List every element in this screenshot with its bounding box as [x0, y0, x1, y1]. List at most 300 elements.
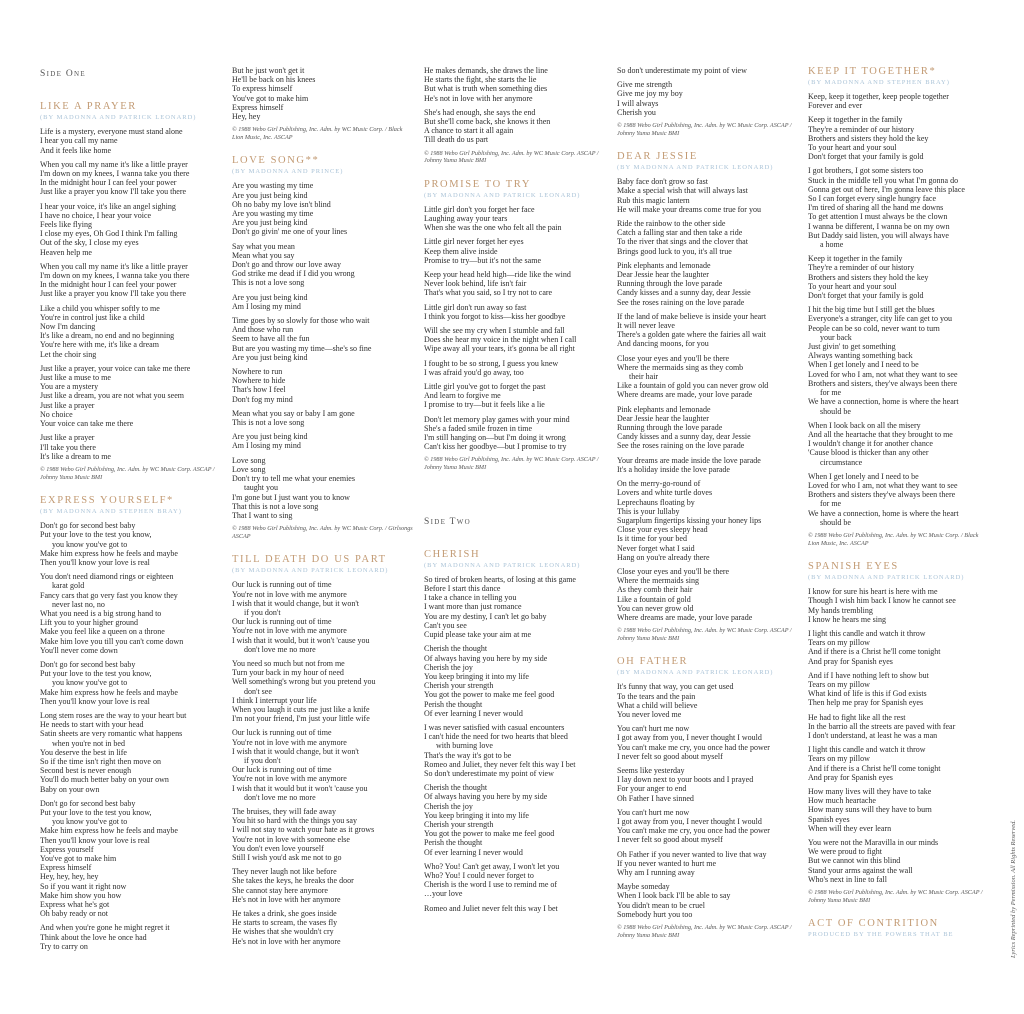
- song-continuation: [232, 66, 414, 141]
- lyric-line: And it feels like home: [40, 145, 112, 155]
- stanza: [617, 354, 799, 400]
- lyric-line: Make you feel like a queen on a throne: [40, 627, 165, 637]
- lyric-line: God strike me dead if I did you wrong: [232, 269, 355, 279]
- lyric-line: Are you just being kind: [232, 190, 308, 200]
- stanza: [232, 181, 414, 236]
- lyric-line: To your heart and your soul: [808, 143, 897, 153]
- lyric-line: Make him show you how: [40, 890, 122, 900]
- lyric-line: To your heart and your soul: [808, 281, 897, 291]
- lyric-column: [617, 66, 799, 953]
- lyric-line: Let the choir sing: [40, 349, 97, 359]
- lyric-line: You got the power to make me feel good: [424, 690, 555, 700]
- lyric-line: Spanish eyes: [808, 814, 850, 824]
- stanza: [424, 303, 606, 321]
- lyric-line: Of always having you here by my side: [424, 792, 548, 802]
- copyright-note: © 1988 Webo Girl Publishing, Inc. Adm. by WC Music Corp. / Black Lion Music, Inc. ASCAP: [808, 531, 979, 547]
- song-credit: (BY MADONNA AND STEPHEN BRAY): [40, 508, 182, 516]
- lyric-line: Forever and ever: [808, 101, 863, 111]
- lyric-line: Perish the thought: [424, 838, 483, 848]
- lyric-line: Are you just being kind: [232, 218, 308, 228]
- lyric-line: You're in control just like a child: [40, 312, 145, 322]
- lyric-line: Well something's wrong but you pretend you: [232, 677, 376, 687]
- lyric-line: I wish that it would change, but it won't: [232, 598, 359, 608]
- lyric-line: I think I interrupt your life: [232, 695, 317, 705]
- lyric-line: How many lives will they have to take: [808, 786, 932, 796]
- lyric-line: Are you just being kind: [232, 432, 308, 442]
- stanza: [617, 724, 799, 761]
- lyric-line: And pray for Spanish eyes: [808, 772, 893, 782]
- lyric-line: In the midnight hour I can feel your power: [40, 280, 177, 290]
- lyric-line: Baby face don't grow so fast: [617, 177, 708, 187]
- lyric-line: That's the way it's got to be: [424, 750, 512, 760]
- lyric-line: When you laugh it cuts me just like a knife: [232, 704, 370, 714]
- lyric-line: We have a connection, home is where the heart: [808, 508, 959, 518]
- lyric-line: Then help me pray for Spanish eyes: [808, 698, 924, 708]
- lyric-line: You'll never come down: [40, 645, 118, 655]
- lyric-line: Promise to try—but it's not the same: [424, 255, 541, 265]
- stanza: [808, 166, 990, 249]
- lyric-line: Make him express how he feels and maybe: [40, 548, 178, 558]
- lyric-line: To get attention I must always be the clown: [808, 212, 948, 222]
- lyric-line: Try to carry on: [40, 941, 88, 951]
- lyric-line: karat gold: [52, 581, 85, 591]
- lyric-line: Love song: [232, 464, 266, 474]
- lyric-line: He starts to scream, the vases fly: [232, 918, 338, 928]
- lyric-line: We have a connection, home is where the heart: [808, 397, 959, 407]
- stanza: [617, 177, 799, 214]
- lyric-line: Express himself: [40, 863, 92, 873]
- lyric-line: Little girl don't run away so fast: [424, 302, 527, 312]
- lyric-line: Pink elephants and lemonade: [617, 260, 711, 270]
- lyric-line: So don't underestimate my point of view: [424, 768, 554, 778]
- lyric-line: This is not a love song: [232, 418, 305, 428]
- lyric-line: Satin sheets are very romantic what happens: [40, 729, 183, 739]
- stanza: [617, 312, 799, 349]
- lyric-line: Express himself: [232, 102, 284, 112]
- lyric-line: Don't forget that your family is gold: [808, 291, 924, 301]
- lyric-line: I wish that it would change, but it won't: [232, 746, 359, 756]
- lyric-line: I will not stay to watch your hate as it grows: [232, 825, 375, 835]
- lyric-line: Our luck is running out of time: [232, 728, 332, 738]
- lyric-line: I want more than just romance: [424, 602, 522, 612]
- lyric-line: Hey, hey: [232, 112, 261, 122]
- lyric-line: Then you'll know your love is real: [40, 557, 150, 567]
- lyric-line: I light this candle and watch it throw: [808, 628, 926, 638]
- stanza: [40, 799, 222, 919]
- column-spacer: [424, 486, 606, 514]
- lyric-line: I promise to try—but it feels like a lie: [424, 400, 545, 410]
- lyric-line: a home: [820, 240, 844, 250]
- lyric-line: A chance to start it all again: [424, 126, 514, 136]
- lyric-line: Just like a prayer you know I'll take you there: [40, 187, 187, 197]
- lyric-line: She cannot stay here anymore: [232, 885, 328, 895]
- lyric-line: When you call my name it's like a little prayer: [40, 159, 188, 169]
- lyric-line: When I look back on all the misery: [808, 420, 921, 430]
- lyric-line: Wipe away all your tears, it's gonna be all right: [424, 344, 575, 354]
- lyric-line: for me: [820, 388, 842, 398]
- lyric-line: I take a chance in telling you: [424, 593, 517, 603]
- song-title: OH FATHER: [617, 656, 689, 668]
- lyric-line: should be: [820, 406, 851, 416]
- lyric-line: Will she see my cry when I stumble and fall: [424, 326, 565, 336]
- song-block: [424, 549, 606, 913]
- lyric-line: Like a child you whisper softly to me: [40, 303, 160, 313]
- lyric-line: They're a reminder of our history: [808, 263, 915, 273]
- lyric-line: Make a special wish that will always last: [617, 186, 748, 196]
- lyric-line: How much heartache: [808, 796, 876, 806]
- lyric-line: I'm down on my knees, I wanna take you there: [40, 271, 190, 281]
- lyric-line: I'll take you there: [40, 442, 96, 452]
- lyric-line: Keep your head held high—ride like the wind: [424, 270, 571, 280]
- lyric-line: you know you've got to: [52, 817, 128, 827]
- stanza: [617, 479, 799, 562]
- stanza: [40, 923, 222, 951]
- song-credit: (BY MADONNA AND STEPHEN BRAY): [808, 79, 950, 86]
- stanza: [40, 521, 222, 567]
- lyric-line: You've got to make him: [40, 854, 117, 863]
- song-block: [40, 495, 222, 951]
- lyric-line: Cupid please take your aim at me: [424, 630, 532, 640]
- lyric-line: He had to fight like all the rest: [808, 712, 906, 722]
- lyric-line: He needs to start with your head: [40, 720, 144, 730]
- lyric-line: Romeo and Juliet, they never felt this way I bet: [424, 759, 576, 769]
- stanza: [424, 783, 606, 857]
- lyric-line: Make him express how he feels and maybe: [40, 826, 178, 836]
- stanza: [424, 723, 606, 778]
- lyric-line: Brothers and sisters they've always been there: [808, 490, 956, 500]
- stanza: [424, 205, 606, 233]
- lyric-line: And when you're gone he might regret it: [40, 923, 170, 933]
- lyric-line: Hey, hey, hey, hey: [40, 872, 99, 882]
- lyric-line: Don't forget that your family is gold: [808, 152, 924, 162]
- lyric-line: Am I losing my mind: [232, 441, 301, 451]
- lyric-line: But Daddy said listen, you will always have: [808, 230, 949, 240]
- stanza: [808, 305, 990, 415]
- lyric-line: When I get lonely and I need to be: [808, 471, 919, 481]
- lyric-line: He makes demands, she draws the line: [424, 66, 548, 75]
- stanza: [808, 587, 990, 624]
- lyric-line: You didn't mean to be cruel: [617, 900, 705, 910]
- lyric-line: No choice: [40, 409, 73, 419]
- lyric-line: Like a fountain of gold: [617, 594, 691, 604]
- lyric-line: Brings good luck to you, it's all true: [617, 246, 732, 256]
- lyric-line: It will never leave: [617, 321, 675, 331]
- lyric-line: You don't need diamond rings or eighteen: [40, 572, 174, 582]
- lyric-line: I got brothers, I got some sisters too: [808, 166, 924, 176]
- lyric-line: I got away from you, I never thought I would: [617, 733, 762, 743]
- lyric-line: Tears on my pillow: [808, 679, 870, 689]
- lyric-line: He's not in love with her anymore: [232, 936, 341, 946]
- lyric-line: Don't let memory play games with your mind: [424, 414, 570, 424]
- lyric-line: But he just won't get it: [232, 66, 305, 75]
- stanza: [617, 66, 799, 75]
- lyric-line: You keep bringing it into my life: [424, 671, 529, 681]
- lyric-line: Mean what you say or baby I am gone: [232, 408, 355, 418]
- lyric-line: Just like a dream, you are not what you seem: [40, 391, 184, 401]
- lyric-line: To the tears and the pain: [617, 691, 696, 701]
- stanza: [232, 659, 414, 723]
- lyric-line: Make him express how he feels and maybe: [40, 687, 178, 697]
- stanza: [40, 262, 222, 299]
- lyric-line: Put your love to the test you know,: [40, 669, 152, 679]
- lyric-line: Catch a falling star and then take a ride: [617, 228, 743, 238]
- lyric-line: if you don't: [244, 607, 281, 617]
- lyric-line: He's not in love with her anymore: [424, 93, 533, 103]
- lyric-line: Close your eyes and you'll be there: [617, 566, 730, 576]
- stanza: [617, 567, 799, 622]
- lyric-line: Give me strength: [617, 80, 673, 90]
- lyric-line: I wanna be different, I wanna be on my own: [808, 221, 950, 231]
- lyric-line: I know he hears me sing: [808, 614, 886, 624]
- stanza: [40, 572, 222, 655]
- lyric-line: He wishes that she wouldn't cry: [232, 927, 334, 937]
- lyric-line: Express what he's got: [40, 900, 110, 910]
- lyric-line: Loved for who I am, not what they want to see: [808, 480, 958, 490]
- lyric-line: Candy kisses and a sunny day, dear Jessie: [617, 432, 751, 442]
- lyric-line: Seem to have all the fun: [232, 334, 310, 344]
- lyric-line: This is your lullaby: [617, 506, 680, 516]
- lyric-line: Somebody hurt you too: [617, 909, 693, 919]
- lyric-line: It's like a dream, no end and no beginning: [40, 331, 175, 341]
- lyric-line: Are you wasting my time: [232, 209, 314, 219]
- lyric-line: Little girl don't you forget her face: [424, 204, 535, 214]
- lyric-line: She takes the keys, he breaks the door: [232, 876, 354, 886]
- stanza: [808, 421, 990, 467]
- lyric-line: He takes a drink, she goes inside: [232, 909, 337, 918]
- lyric-line: When she was the one who felt all the pain: [424, 223, 562, 233]
- stanza: [617, 80, 799, 117]
- stanza: [424, 108, 606, 145]
- lyric-line: Out of the sky, I close my eyes: [40, 238, 139, 248]
- lyric-line: don't love me no more: [244, 644, 316, 654]
- stanza: [617, 682, 799, 719]
- lyric-line: Hang on you're already there: [617, 552, 710, 562]
- lyric-line: Who? You! Can't get away, I won't let you: [424, 861, 560, 871]
- stanza: [40, 711, 222, 794]
- song-block: [617, 151, 799, 642]
- lyric-line: But are you wasting my time—she's so fine: [232, 343, 372, 353]
- lyric-line: Oh Father I have sinned: [617, 793, 694, 803]
- song-credit: (BY MADONNA AND PATRICK LEONARD): [232, 567, 389, 575]
- stanza: [40, 364, 222, 428]
- lyric-line: You're not in love with me anymore: [232, 589, 347, 599]
- stanza: [424, 237, 606, 265]
- song-title: KEEP IT TOGETHER*: [808, 66, 937, 77]
- lyric-line: Perish the thought: [424, 699, 483, 709]
- stanza: [808, 472, 990, 527]
- lyric-line: Pink elephants and lemonade: [617, 404, 711, 414]
- stanza: [808, 713, 990, 741]
- lyric-line: Can't kiss her goodbye—but I promise to try: [424, 442, 567, 452]
- lyric-line: Romeo and Juliet never felt this way I bet: [424, 903, 558, 913]
- lyric-line: Candy kisses and a sunny day, dear Jessie: [617, 288, 751, 298]
- lyric-line: But we cannot win this blind: [808, 856, 901, 866]
- song-credit: (BY MADONNA AND PATRICK LEONARD): [40, 114, 197, 122]
- side-label: Side One: [40, 69, 86, 79]
- lyric-line: Cherish the thought: [424, 783, 488, 793]
- lyric-line: Our luck is running out of time: [232, 765, 332, 775]
- stanza: [232, 367, 414, 404]
- stanza: [232, 432, 414, 450]
- lyric-line: Seems like yesterday: [617, 765, 685, 775]
- lyric-line: What you need is a big strong hand to: [40, 608, 162, 618]
- lyric-line: Don't go for second best baby: [40, 798, 136, 808]
- lyric-line: To the river that sings and the clover that: [617, 237, 748, 247]
- lyric-line: Is it time for your bed: [617, 534, 687, 544]
- lyric-line: I hear you call my name: [40, 136, 118, 146]
- lyric-line: Cherish you: [617, 107, 656, 117]
- lyric-line: That's what you said, so I try not to care: [424, 288, 553, 298]
- lyric-line: Don't fog my mind: [232, 394, 293, 404]
- song-block: [617, 656, 799, 939]
- lyric-line: If the land of make believe is inside your heart: [617, 311, 767, 321]
- lyric-line: Tears on my pillow: [808, 754, 870, 764]
- song-credit: (BY MADONNA AND PRINCE): [232, 168, 344, 176]
- lyric-line: Who's next in line to fall: [808, 874, 887, 884]
- stanza: [232, 242, 414, 288]
- song-title: EXPRESS YOURSELF*: [40, 495, 174, 507]
- song-title: PROMISE TO TRY: [424, 178, 532, 190]
- lyric-line: Just like a prayer: [40, 433, 95, 443]
- lyric-line: When will they ever learn: [808, 823, 892, 833]
- lyric-line: And dancing moons, for you: [617, 339, 709, 349]
- stanza: [424, 862, 606, 899]
- lyric-line: You were not the Maravilla in our minds: [808, 838, 939, 847]
- lyric-line: Put your love to the test you know,: [40, 530, 152, 540]
- lyric-line: Why am I running away: [617, 867, 695, 877]
- song-credit: (BY MADONNA AND PATRICK LEONARD): [808, 574, 965, 582]
- lyric-column: [424, 66, 606, 927]
- lyric-line: Love song: [232, 455, 266, 465]
- lyric-line: Where the mermaids sing as they comb: [617, 362, 744, 372]
- lyric-line: Your dreams are made inside the love parade: [617, 455, 761, 465]
- lyric-line: This is not a love song: [232, 278, 305, 288]
- lyric-line: Don't go for second best baby: [40, 659, 136, 669]
- stanza: [808, 92, 990, 110]
- lyric-line: He's not in love with her anymore: [232, 894, 341, 904]
- stanza: [232, 316, 414, 362]
- lyric-line: should be: [820, 517, 851, 527]
- lyric-line: Our luck is running out of time: [232, 580, 332, 590]
- lyric-line: Just like a muse to me: [40, 373, 111, 383]
- lyric-line: So tired of broken hearts, of losing at this game: [424, 574, 576, 584]
- lyric-line: Does she hear my voice in the night when I call: [424, 335, 577, 345]
- lyric-line: Nowhere to run: [232, 367, 283, 377]
- lyric-line: Then you'll know your love is real: [40, 696, 150, 706]
- lyric-line: You've got to make him: [232, 93, 309, 103]
- lyric-line: I know for sure his heart is here with me: [808, 587, 938, 597]
- lyric-line: Give me joy my boy: [617, 89, 683, 99]
- lyric-line: when you're not in bed: [52, 738, 125, 748]
- lyric-line: Tears on my pillow: [808, 638, 870, 648]
- lyric-line: So if you want it right now: [40, 881, 127, 891]
- lyric-line: Now I'm dancing: [40, 322, 96, 332]
- stanza: [617, 882, 799, 919]
- lyric-line: What kind of life is this if God exists: [808, 689, 927, 699]
- lyric-line: When you call my name it's like a little prayer: [40, 261, 188, 271]
- lyric-line: for me: [820, 499, 842, 509]
- lyric-line: taught you: [244, 483, 278, 493]
- lyric-line: The bruises, they will fade away: [232, 806, 336, 816]
- lyric-line: Brothers and sisters they hold the key: [808, 272, 929, 282]
- stanza: [424, 66, 606, 103]
- lyric-line: with burning love: [436, 741, 493, 751]
- song-title: LIKE A PRAYER: [40, 101, 137, 113]
- stanza: [808, 787, 990, 833]
- lyric-line: Never forget what I said: [617, 543, 695, 553]
- lyric-line: Feels like flying: [40, 220, 92, 230]
- lyric-line: Say what you mean: [232, 241, 295, 251]
- song-continuation: [617, 66, 799, 137]
- lyric-line: Mean what you say: [232, 250, 295, 260]
- lyric-line: She's a faded smile frozen in time: [424, 423, 533, 433]
- stanza: [808, 629, 990, 666]
- lyric-line: Where dreams are made, your love parade: [617, 390, 753, 400]
- song-title: DEAR JESSIE: [617, 151, 698, 163]
- stanza: [617, 261, 799, 307]
- lyric-line: Turn your back in my hour of need: [232, 668, 344, 678]
- lyric-line: Fancy cars that go very fast you know they: [40, 590, 178, 600]
- song-continuation: [424, 66, 606, 165]
- lyric-line: Keep, keep it together, keep people together: [808, 92, 949, 101]
- lyric-line: Never look behind, life isn't fair: [424, 279, 527, 289]
- stanza: [808, 254, 990, 300]
- stanza: [424, 326, 606, 354]
- lyric-line: Cherish the joy: [424, 662, 473, 672]
- lyric-line: Make him love you till you can't come down: [40, 636, 184, 646]
- stanza: [40, 127, 222, 155]
- stanza: [232, 66, 414, 121]
- lyric-line: Cherish the thought: [424, 644, 488, 654]
- lyric-line: You don't even love yourself: [232, 843, 324, 853]
- lyric-column: [808, 66, 990, 953]
- stanza: [232, 580, 414, 654]
- song-title: LOVE SONG**: [232, 155, 320, 167]
- lyric-line: I will always: [617, 98, 659, 108]
- lyric-line: Of ever learning I never would: [424, 847, 523, 857]
- copyright-note: © 1988 Webo Girl Publishing, Inc. Adm. by WC Music Corp. / Girlsongs ASCAP: [232, 525, 413, 540]
- lyric-line: never last no, no: [52, 599, 105, 609]
- stanza: [232, 409, 414, 427]
- copyright-note: © 1988 Webo Girl Publishing, Inc. Adm. by WC Music Corp. ASCAP / Johnny Yuma Music BMI: [424, 149, 599, 165]
- lyric-line: You'll do much better baby on your own: [40, 775, 169, 785]
- lyric-line: Maybe someday: [617, 882, 670, 892]
- stanza: [808, 838, 990, 884]
- lyric-line: When I get lonely and I need to be: [808, 360, 919, 370]
- stanza: [808, 671, 990, 708]
- lyric-line: Think about the love he once had: [40, 932, 147, 942]
- lyric-line: Nowhere to hide: [232, 376, 286, 386]
- song-block: [424, 179, 606, 472]
- lyric-line: And all the heartache that they brought to me: [808, 429, 953, 439]
- stanza: [617, 456, 799, 474]
- lyric-line: So I can forget every single hungry face: [808, 194, 937, 204]
- lyric-line: It's a holiday inside the love parade: [617, 464, 730, 474]
- lyric-line: There's a golden gate where the fairies all wait: [617, 330, 766, 340]
- lyric-line: I fought to be so strong, I guess you knew: [424, 358, 559, 368]
- stanza: [617, 405, 799, 451]
- lyric-line: You need so much but not from me: [232, 658, 345, 668]
- lyric-line: I wish that it would, but it won't 'cause you: [232, 635, 370, 645]
- lyric-line: In the midnight hour I can feel your power: [40, 178, 177, 188]
- lyric-line: You got the power to make me feel good: [424, 829, 555, 839]
- lyric-line: Cherish your strength: [424, 681, 494, 691]
- lyric-line: Stand your arms against the wall: [808, 865, 913, 875]
- lyric-line: Of always having you here by my side: [424, 653, 548, 663]
- song-block: [808, 66, 990, 547]
- lyric-line: …your love: [424, 889, 463, 899]
- lyric-line: I wouldn't change it for another chance: [808, 439, 933, 449]
